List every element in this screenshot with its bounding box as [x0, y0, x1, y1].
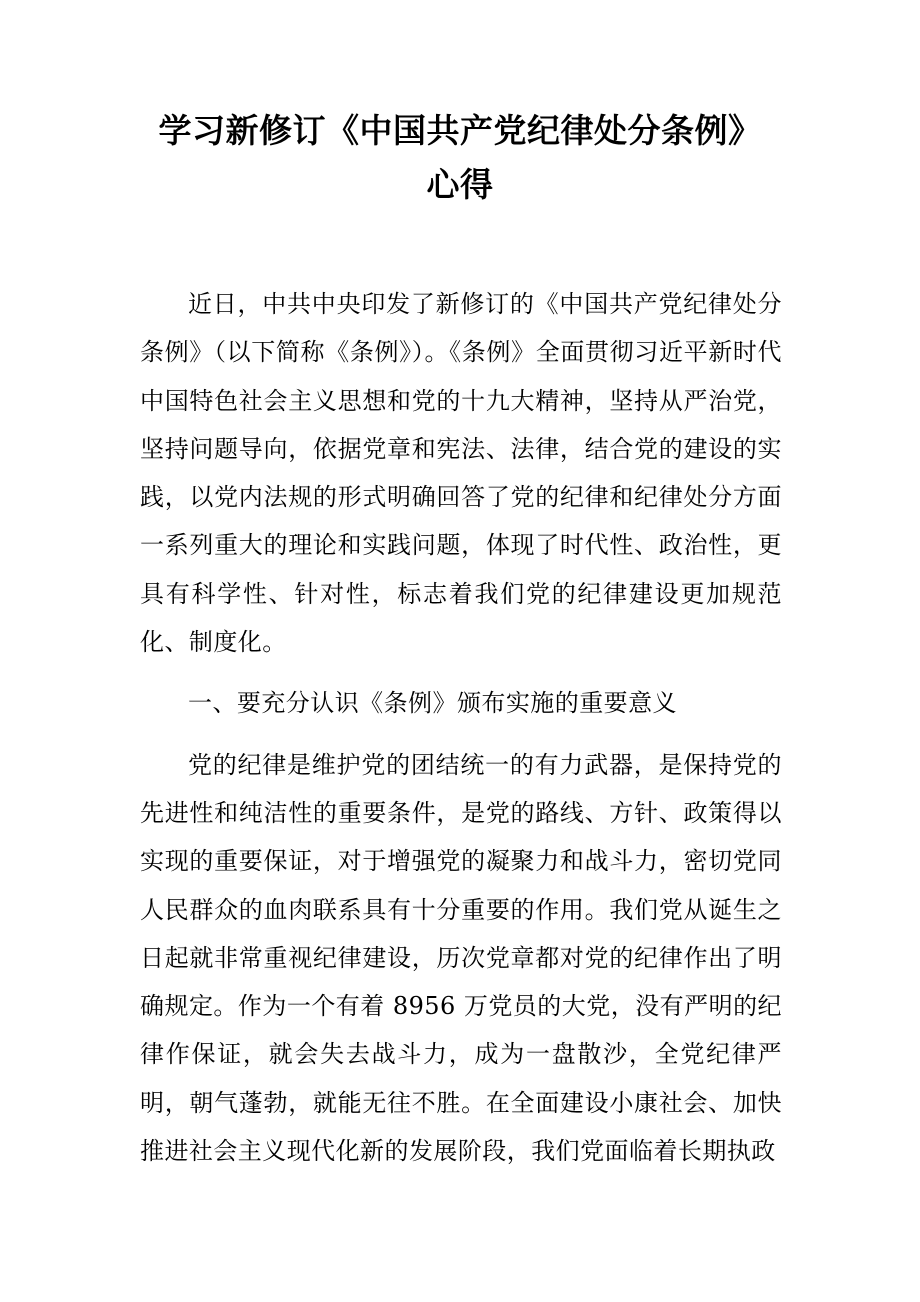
paragraph-gap — [140, 728, 782, 741]
document-title — [110, 104, 810, 212]
paragraph-intro: 近日，中共中央印发了新修订的《中国共产党纪律处分条例》（以下简称《条例》）。《条例》全面贯彻习近平新时代中国特色社会主义思想和党的十九大精神，坚持从严治党，坚持问题导向，依据党章和宪法、法律，结合党的建设的实践，以党内法规的形式明确回答了党的纪律和纪律处分方面一系列重大的理论和实践问题，体现了时代性、政治性，更具有科学性、针对性，标志着我们党的纪律建设更加规范化、制度化。 — [140, 290, 782, 657]
title-line-2: 心得 — [426, 165, 494, 204]
paragraph-discipline: 党的纪律是维护党的团结统一的有力武器，是保持党的先进性和纯洁性的重要条件，是党的路线、方针、政策得以实现的重要保证，对于增强党的凝聚力和战斗力，密切党同人民群众的血肉联系具有十分重要的作用。我们党从诞生之日起就非常重视纪律建设，历次党章都对党的纪律作出了明确规定。作为一个有着 8956 万党员的大党，没有严明的纪律作保证，就会失去战斗力，成为一盘散沙，全党纪律严明，朝气蓬勃，就能无往不胜。在全面建设小康社会、加快推进社会主义现代化新的发展阶段，我们党面临着长期执政 — [140, 750, 782, 1166]
section-heading-1: 一、要充分认识《条例》颁布实施的重要意义 — [188, 689, 677, 718]
paragraph-gap — [140, 666, 782, 679]
title-line-1: 学习新修订《中国共产党纪律处分条例》 — [158, 111, 762, 150]
document-body — [140, 280, 782, 1175]
